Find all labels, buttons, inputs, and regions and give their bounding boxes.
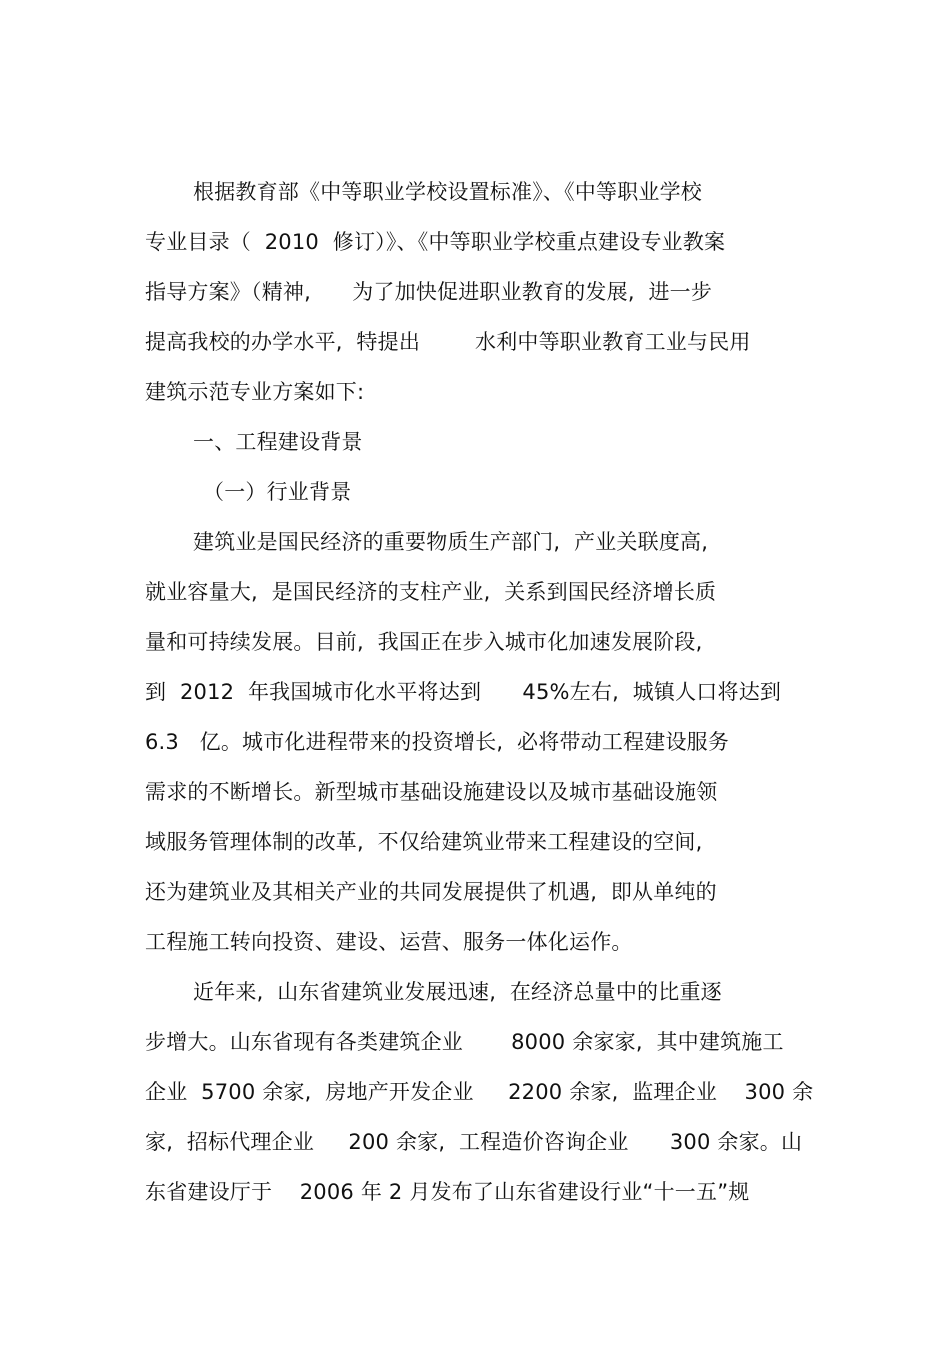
paragraph-2-line-9: 工程施工转向投资、建设、运营、服务一体化运作。: [145, 930, 633, 954]
intro-line-4: 提高我校的办学水平, 特提出 水利中等职业教育工业与民用: [145, 330, 751, 354]
paragraph-2-line-1: 建筑业是国民经济的重要物质生产部门, 产业关联度高,: [193, 530, 709, 554]
paragraph-3-line-5: 东省建设厅于 2006 年 2 月发布了山东省建设行业“十一五”规: [145, 1180, 750, 1204]
paragraph-2-line-6: 需求的不断增长。新型城市基础设施建设以及城市基础设施领: [145, 780, 718, 804]
subsection-heading: （一）行业背景: [203, 480, 352, 504]
intro-line-3: 指导方案》（精神, 为了加快促进职业教育的发展, 进一步: [145, 280, 713, 304]
paragraph-2-line-5: 6.3 亿。城市化进程带来的投资增长, 必将带动工程建设服务: [145, 730, 730, 754]
paragraph-3-line-3: 企业 5700 余家, 房地产开发企业 2200 余家, 监理企业 300 余: [145, 1080, 814, 1104]
paragraph-3-line-4: 家, 招标代理企业 200 余家, 工程造价咨询企业 300 余家。山: [145, 1130, 803, 1154]
intro-line-5: 建筑示范专业方案如下:: [145, 380, 365, 404]
paragraph-2-line-8: 还为建筑业及其相关产业的共同发展提供了机遇, 即从单纯的: [145, 880, 717, 904]
paragraph-3-line-1: 近年来, 山东省建筑业发展迅速, 在经济总量中的比重逐: [193, 980, 722, 1004]
paragraph-2-line-7: 域服务管理体制的改革, 不仅给建筑业带来工程建设的空间,: [145, 830, 703, 854]
section-heading: 一、工程建设背景: [193, 430, 363, 454]
paragraph-2-line-3: 量和可持续发展。目前, 我国正在步入城市化加速发展阶段,: [145, 630, 703, 654]
intro-line-2: 专业目录（ 2010 修订）》、《中等职业学校重点建设专业教案: [145, 230, 726, 254]
paragraph-2-line-4: 到 2012 年我国城市化水平将达到 45%左右, 城镇人口将达到: [145, 680, 782, 704]
paragraph-3-line-2: 步增大。山东省现有各类建筑企业 8000 余家家, 其中建筑施工: [145, 1030, 784, 1054]
paragraph-2-line-2: 就业容量大, 是国民经济的支柱产业, 关系到国民经济增长质: [145, 580, 717, 604]
intro-line-1: 根据教育部《中等职业学校设置标准》、《中等职业学校: [193, 180, 702, 204]
